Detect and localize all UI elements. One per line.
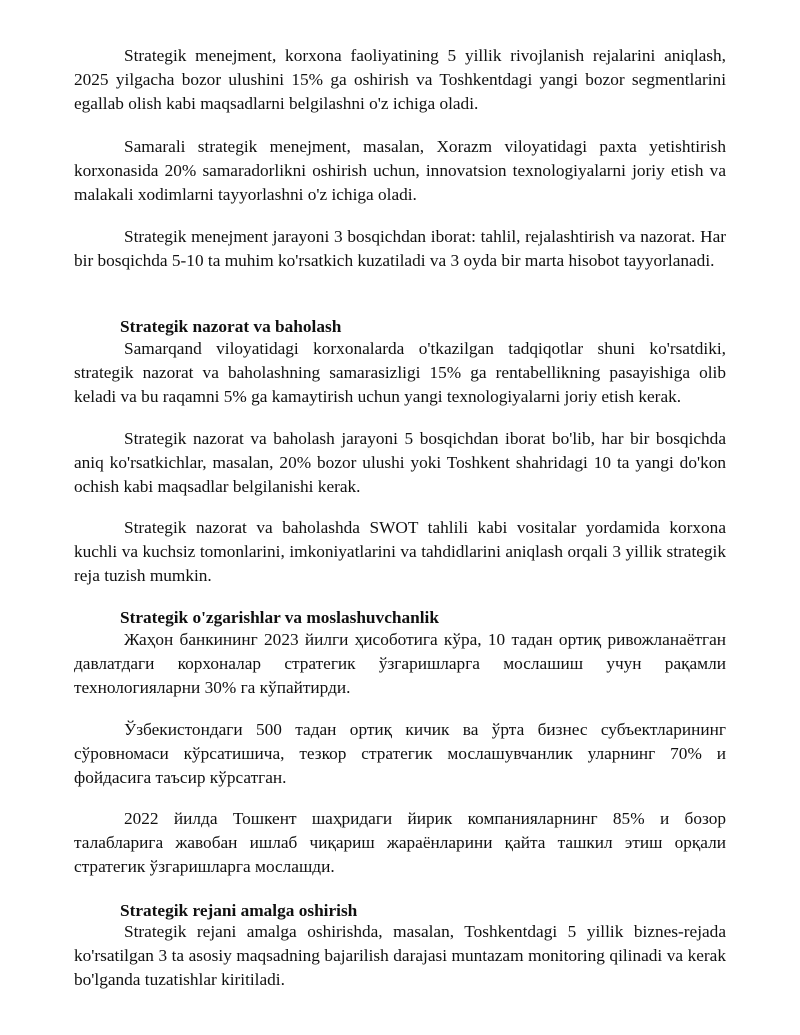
paragraph-plan-monitoring: Strategik rejani amalga oshirishda, masalan, Toshkentdagi 5 yillik biznes-rejada ko'rsatilgan 3 ta asosiy maqsadning bajarilish darajasi muntazam monitoring qilinadi va kerak bo'lganda tuzatishlar kiritiladi. <box>74 922 726 989</box>
paragraph-evaluation-process: Strategik nazorat va baholash jarayoni 5 bosqichdan iborat bo'lib, har bir bosqichda aniq ko'rsatkichlar, masalan, 20% bozor ulushi yoki Toshkent shahridagi 10 ta yangi do'kon ochish kabi maqsadlar belgilanishi kerak. <box>74 429 726 496</box>
paragraph-swot-analysis: Strategik nazorat va baholashda SWOT tahlili kabi vositalar yordamida korxona kuchli va kuchsiz tomonlarini, imkoniyatlarini va tahdidlarini aniqlash orqali 3 yillik strategik reja tuzish mumkin. <box>74 518 726 585</box>
section-heading-control-evaluation: Strategik nazorat va baholash <box>120 317 342 336</box>
section-heading-plan-implementation: Strategik rejani amalga oshirish <box>120 901 358 920</box>
paragraph-management-process-stages: Strategik menejment jarayoni 3 bosqichdan iborat: tahlil, rejalashtirish va nazorat. Har bir bosqichda 5-10 ta muhim ko'rsatkich kuzatiladi va 3 oyda bir marta hisobot tayyorlanadi. <box>74 227 726 270</box>
paragraph-samarkand-research: Samarqand viloyatidagi korxonalarda o'tkazilgan tadqiqotlar shuni ko'rsatdiki, strategik nazorat va baholashning samarasizligi 15% ga rentabellikning pasayishiga olib keladi va bu raqamni 5% ga kamaytirish uchun yangi texnologiyalarni joriy etish kerak. <box>74 339 726 406</box>
paragraph-sme-survey: Ўзбекистондаги 500 тадан ортиқ кичик ва ўрта бизнес субъектларининг сўровномаси кўрсатишича, тезкор стратегик мослашувчанлик уларнинг 70% и фойдасига таъсир кўрсатган. <box>74 720 726 787</box>
paragraph-tashkent-companies: 2022 йилда Тошкент шаҳридаги йирик компанияларнинг 85% и бозор талабларига жавобан ишлаб чиқариш жараёнларини қайта ташкил этиш орқали стратегик ўзгаришларга мослашди. <box>74 809 726 876</box>
paragraph-effective-management-example: Samarali strategik menejment, masalan, Xorazm viloyatidagi paxta yetishtirish korxonasida 20% samaradorlikni oshirish uchun, innovatsion texnologiyalarni joriy etish va malakali xodimlarni tayyorlashni o'z ichiga oladi. <box>74 137 726 204</box>
section-heading-change-adaptability: Strategik o'zgarishlar va moslashuvchanlik <box>120 608 439 627</box>
paragraph-strategic-management-goals: Strategik menejment, korxona faoliyatining 5 yillik rivojlanish rejalarini aniqlash, 2025 yilgacha bozor ulushini 15% ga oshirish va Toshkentdagi yangi bozor segmentlarini egallab olish kabi maqsadlarni belgilashni o'z ichiga oladi. <box>74 46 726 113</box>
paragraph-world-bank-report: Жаҳон банкининг 2023 йилги ҳисоботига кўра, 10 тадан ортиқ ривожланаётган давлатдаги корхоналар стратегик ўзгаришларга мослашиш учун рақамли технологияларни 30% га кўпайтирди. <box>74 630 726 697</box>
